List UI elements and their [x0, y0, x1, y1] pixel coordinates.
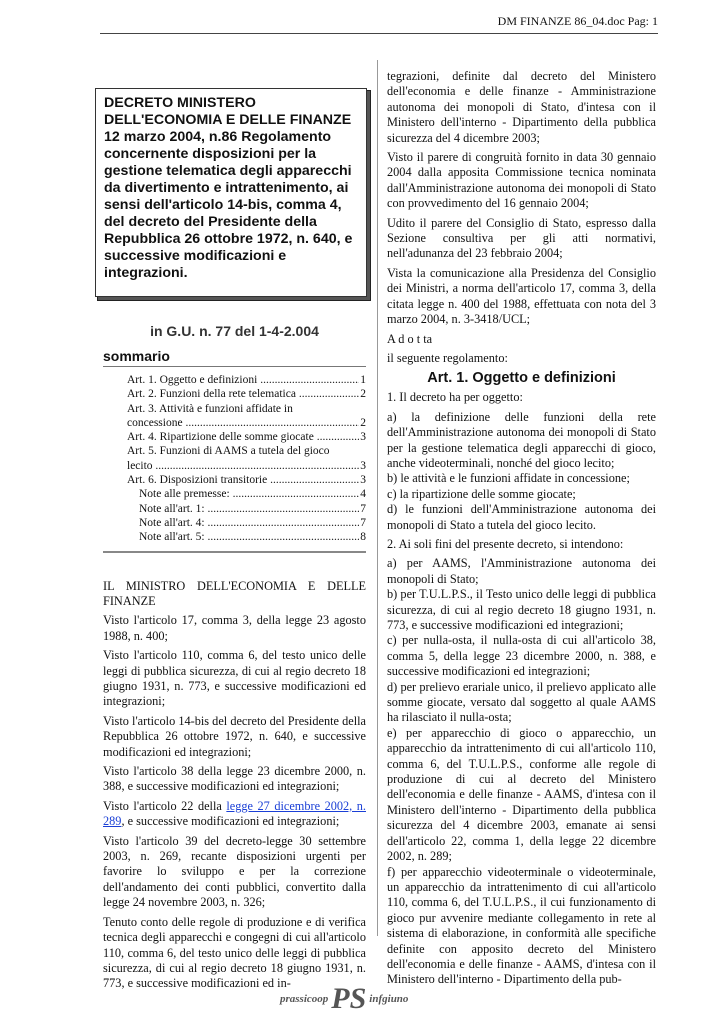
- text: , e successive modificazioni ed integrazioni;: [121, 814, 340, 829]
- table-of-contents: [103, 373, 366, 553]
- toc-entry-title: Art. 6. Disposizioni transitorie .....: [127, 473, 359, 487]
- toc-entry[interactable]: [127, 373, 366, 387]
- toc-entry[interactable]: [127, 502, 366, 516]
- right-column: [387, 69, 656, 988]
- paragraph: f) per apparecchio videoterminale o videoterminale, un apparecchio da intrattenimento di cui all'articolo 110, comma 6, del T.U.L.P.S., il cui funzionamento di gioco pur avvenire mediante collegamento in rete al sistema di elaborazione, in conformità alle specifiche definite con apposito decreto del Ministero dell'economia e delle finanze - AAMS, d'intesa con il Ministero dell'interno - Dipartimento della pub-: [387, 864, 656, 987]
- paragraph: a) per AAMS, l'Amministrazione autonoma dei monopoli di Stato;: [387, 556, 656, 586]
- toc-entry-title: Note all'art. 5: .....: [139, 530, 359, 544]
- paragraph: Visto l'articolo 17, comma 3, della legge 23 agosto 1988, n. 400;: [103, 613, 366, 643]
- paragraph: c) per nulla-osta, il nulla-osta di cui all'articolo 38, comma 5, della legge 23 dicembre 2000, n. 388, e successive modificazioni ed integrazioni;: [387, 633, 656, 679]
- toc-entry-title: Note all'art. 4: .....: [139, 516, 359, 530]
- toc-entry[interactable]: [127, 387, 366, 401]
- paragraph: 2. Ai soli fini del presente decreto, si intendono:: [387, 536, 624, 551]
- toc-entry-title: Art. 2. Funzioni della rete telematica .....: [127, 387, 359, 401]
- page-header: DM FINANZE 86_04.doc Pag: 1: [100, 14, 658, 34]
- toc-entry[interactable]: [127, 473, 366, 487]
- toc-entry[interactable]: [127, 530, 366, 544]
- toc-entry-page: 2: [360, 388, 366, 401]
- paragraph: Tenuto conto delle regole di produzione e di verifica tecnica degli apparecchi e congegni di cui all'articolo 110, comma 6, del testo unico delle leggi di pubblica sicurezza, di cui al regio decreto 18 giugno 1931, n. 773, e successive modificazioni ed in-: [103, 914, 366, 991]
- title-box: DECRETO MINISTERO DELL'ECONOMIA E DELLE FINANZE 12 marzo 2004, n.86 Regolamento concernente disposizioni per la gestione telematica degli apparecchi da divertimento e intrattenimento, ai sensi dell'articolo 14-bis, comma 4, del decreto del Presidente della Repubblica 26 ottobre 1972, n. 640, e successive modificazioni e integrazioni.: [95, 88, 367, 297]
- law-link[interactable]: legge 27 dicembre 2002, n. 289: [103, 798, 366, 829]
- toc-entry-page: 3: [360, 459, 366, 472]
- paragraph: e) per apparecchio di gioco o apparecchio, un apparecchio da intrattenimento di cui all'articolo 110, comma 6, del T.U.L.P.S., conforme alle regole di produzione di cui al decreto del Ministero dell'economia e delle finanze - AAMS, d'intesa con il Ministero dell'interno - Dipartimento della pubblica sicurezza del 4 dicembre 2003, emanate ai sensi dell'articolo 22, comma 1, della legge 22 dicembre 2002, n. 289;: [387, 725, 656, 864]
- paragraph: a) la definizione delle funzioni della rete dell'Amministrazione autonoma dei monopoli di Stato per la gestione telematica degli apparecchi di gioco, anche videoterminali, nonché del gioco lecito;: [387, 409, 656, 470]
- toc-entry-title: Note alle premesse: .....: [139, 487, 359, 501]
- toc-entry-page: 3: [360, 474, 366, 487]
- toc-entry-title: Art. 1. Oggetto e definizioni .....: [127, 373, 359, 387]
- paragraph: b) per T.U.L.P.S., il Testo unico delle leggi di pubblica sicurezza, di cui al regio decreto 18 giugno 1931, n. 773, e successive modificazioni ed integrazioni;: [387, 587, 656, 632]
- toc-entry-title: concessione .....: [127, 416, 359, 430]
- left-column: [103, 88, 366, 996]
- paragraph: Visto il parere di congruità fornito in data 30 gennaio 2004 dalla apposita Commissione tecnica nominata dall'Amministrazione autonoma dei monopoli di Stato con provvedimento del 16 gennaio 2004;: [387, 150, 656, 211]
- paragraph: Visto l'articolo 110, comma 6, del testo unico delle leggi di pubblica sicurezza, di cui al regio decreto 18 giugno 1931, n. 773, e successive modificazioni ed integrazioni;: [103, 648, 366, 709]
- publisher-logo: [280, 982, 408, 1016]
- text: Visto l'articolo 22 della: [103, 798, 227, 813]
- toc-entry-title: lecito .....: [127, 459, 359, 473]
- toc-entry[interactable]: [127, 487, 366, 501]
- toc-entry-page: 2: [360, 416, 366, 429]
- toc-entry[interactable]: [127, 444, 366, 473]
- column-divider: [377, 60, 378, 936]
- toc-entry-page: 7: [360, 502, 366, 515]
- logo-text-right: infgiuno: [369, 993, 409, 1005]
- toc-entry-title: Note all'art. 1: .....: [139, 502, 359, 516]
- toc-entry-page: 8: [360, 531, 366, 544]
- toc-heading: sommario: [103, 348, 366, 367]
- paragraph: 1. Il decreto ha per oggetto:: [387, 390, 523, 405]
- toc-entry-line: Art. 3. Attività e funzioni affidate in: [127, 402, 293, 415]
- toc-entry[interactable]: [127, 402, 366, 431]
- paragraph: Udito il parere del Consiglio di Stato, espresso dalla Sezione consultiva per gli atti normativi, nell'adunanza del 23 febbraio 2004;: [387, 215, 656, 261]
- paragraph: il seguente regolamento:: [387, 350, 508, 365]
- toc-entry-line: Art. 5. Funzioni di AAMS a tutela del gioco: [127, 445, 330, 458]
- logo-mark: PS: [331, 982, 367, 1015]
- paragraph: Vista la comunicazione alla Presidenza del Consiglio dei Ministri, a norma dell'articolo 17, comma 3, della citata legge n. 400 del 1988, effettuata con nota del 3 marzo 2004, n. 3-3418/UCL;: [387, 265, 656, 327]
- paragraph: d) le funzioni dell'Amministrazione autonoma dei monopoli di Stato a tutela del gioco lecito.: [387, 502, 656, 532]
- toc-entry[interactable]: [127, 430, 366, 444]
- paragraph: c) la ripartizione delle somme giocate;: [387, 486, 576, 501]
- paragraph: Visto l'articolo 39 del decreto-legge 30 settembre 2003, n. 269, recante disposizioni urgenti per favorire lo sviluppo e per la correzione dell'andamento dei conti pubblici, convertito dalla legge 24 novembre 2003, n. 326;: [103, 833, 366, 910]
- paragraph: b) le attività e le funzioni affidate in concessione;: [387, 471, 630, 486]
- paragraph: IL MINISTRO DELL'ECONOMIA E DELLE FINANZE: [103, 578, 366, 608]
- logo-text-left: prassicoop: [280, 993, 329, 1005]
- toc-entry[interactable]: [127, 516, 366, 530]
- toc-entry-title: Art. 4. Ripartizione delle somme giocate .....: [127, 430, 359, 444]
- paragraph: [103, 799, 366, 830]
- paragraph: d) per prelievo erariale unico, il prelievo applicato alle somme giocate, versato dal soggetto al quale AAMS ha rilasciato il nulla-osta;: [387, 679, 656, 725]
- article-heading: Art. 1. Oggetto e definizioni: [427, 370, 616, 387]
- paragraph: tegrazioni, definite dal decreto del Ministero dell'economia e delle finanze - Amministrazione autonoma dei monopoli di Stato, d'intesa con il Ministero dell'interno - Dipartimento della pubblica sicurezza del 4 dicembre 2003;: [387, 69, 656, 145]
- paragraph: Visto l'articolo 14-bis del decreto del Presidente della Repubblica 26 ottobre 1972, n. 640, e successive modificazioni ed integrazioni;: [103, 713, 366, 759]
- toc-entry-page: 7: [360, 516, 366, 529]
- toc-entry-page: 1: [360, 374, 366, 386]
- toc-entry-page: 4: [360, 488, 366, 501]
- paragraph: Visto l'articolo 38 della legge 23 dicembre 2000, n. 388, e successive modificazioni ed integrazioni;: [103, 764, 366, 794]
- toc-entry-page: 3: [360, 431, 366, 444]
- gazette-reference: in G.U. n. 77 del 1-4-2.004: [150, 323, 319, 339]
- paragraph: A d o t ta: [387, 331, 433, 346]
